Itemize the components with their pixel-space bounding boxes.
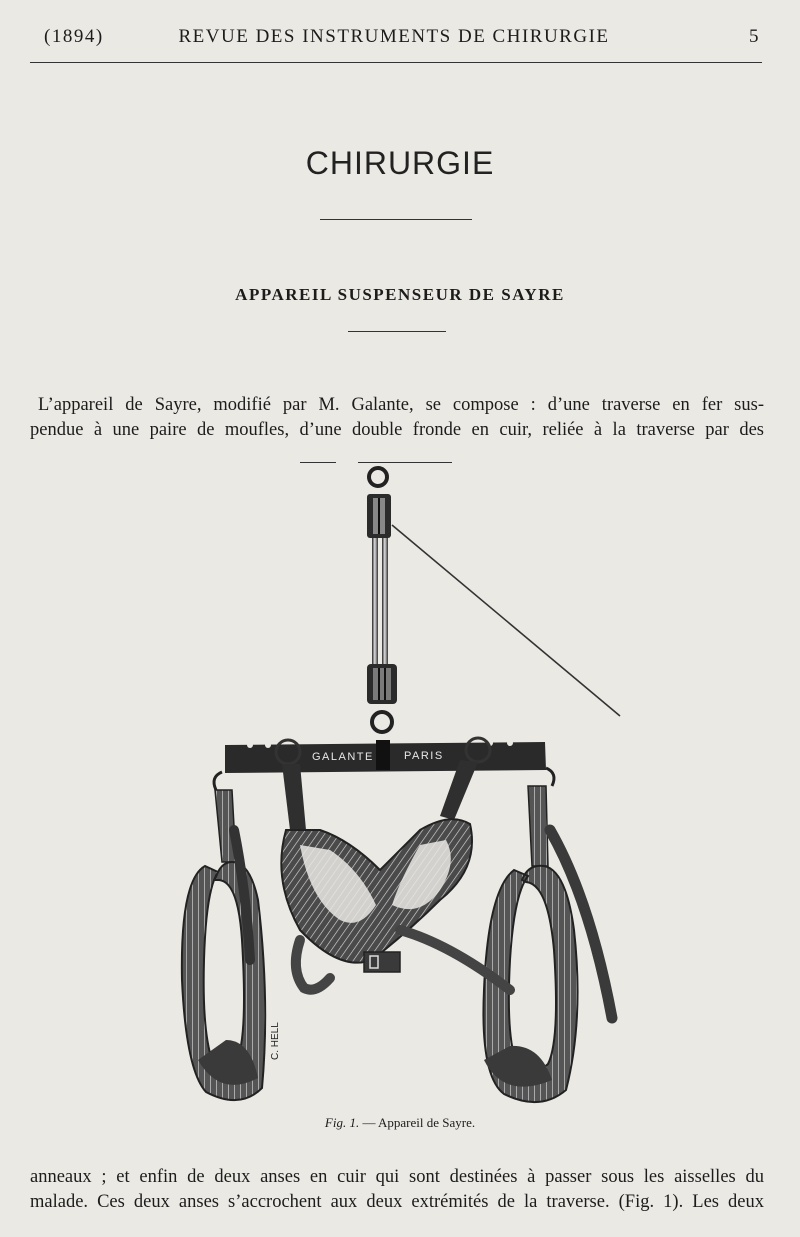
paragraph-line: pendue à une paire de moufles, d’une double fronde en cuir, reliée à la traverse par des xyxy=(30,420,764,440)
figure-caption xyxy=(0,1115,800,1131)
bar-label-galante: GALANTE xyxy=(312,751,374,763)
header-journal-title: REVUE DES INSTRUMENTS DE CHIRURGIE xyxy=(178,26,610,47)
article-title: APPAREIL SUSPENSEUR DE SAYRE xyxy=(235,285,565,304)
paragraph-continued xyxy=(30,1165,764,1215)
section-title: CHIRURGIE xyxy=(305,145,495,181)
paragraph-line: anneaux ; et enfin de deux anses en cuir qui sont destinées à passer sous les aisselles du xyxy=(30,1167,764,1187)
bar-hook-ring-icon xyxy=(372,712,392,732)
central-double-sling xyxy=(281,760,510,990)
paragraph-line: malade. Ces deux anses s’accrochent aux deux extrémités de la traverse. (Fig. 1). Les deux xyxy=(30,1192,764,1212)
upper-pulley-block-icon xyxy=(367,494,391,538)
pull-cord xyxy=(392,525,620,716)
paragraph-line: L’appareil de Sayre, modifié par M. Galante, se compose : d’une traverse en fer sus- xyxy=(38,395,764,415)
header-year: (1894) xyxy=(44,26,104,47)
iron-crossbar xyxy=(225,740,546,773)
top-ring-icon xyxy=(369,468,387,486)
pulley-rods xyxy=(372,538,388,666)
bar-label-paris: PARIS xyxy=(404,750,444,762)
right-armpit-loop xyxy=(483,786,612,1102)
lower-pulley-block-icon xyxy=(367,664,397,704)
left-armpit-loop xyxy=(182,790,265,1100)
engraver-signature: C. HELL xyxy=(270,1022,281,1060)
caption-label: Fig. 1. xyxy=(324,1115,360,1130)
caption-text: — Appareil de Sayre. xyxy=(359,1115,476,1130)
header-page-number: 5 xyxy=(749,26,760,47)
